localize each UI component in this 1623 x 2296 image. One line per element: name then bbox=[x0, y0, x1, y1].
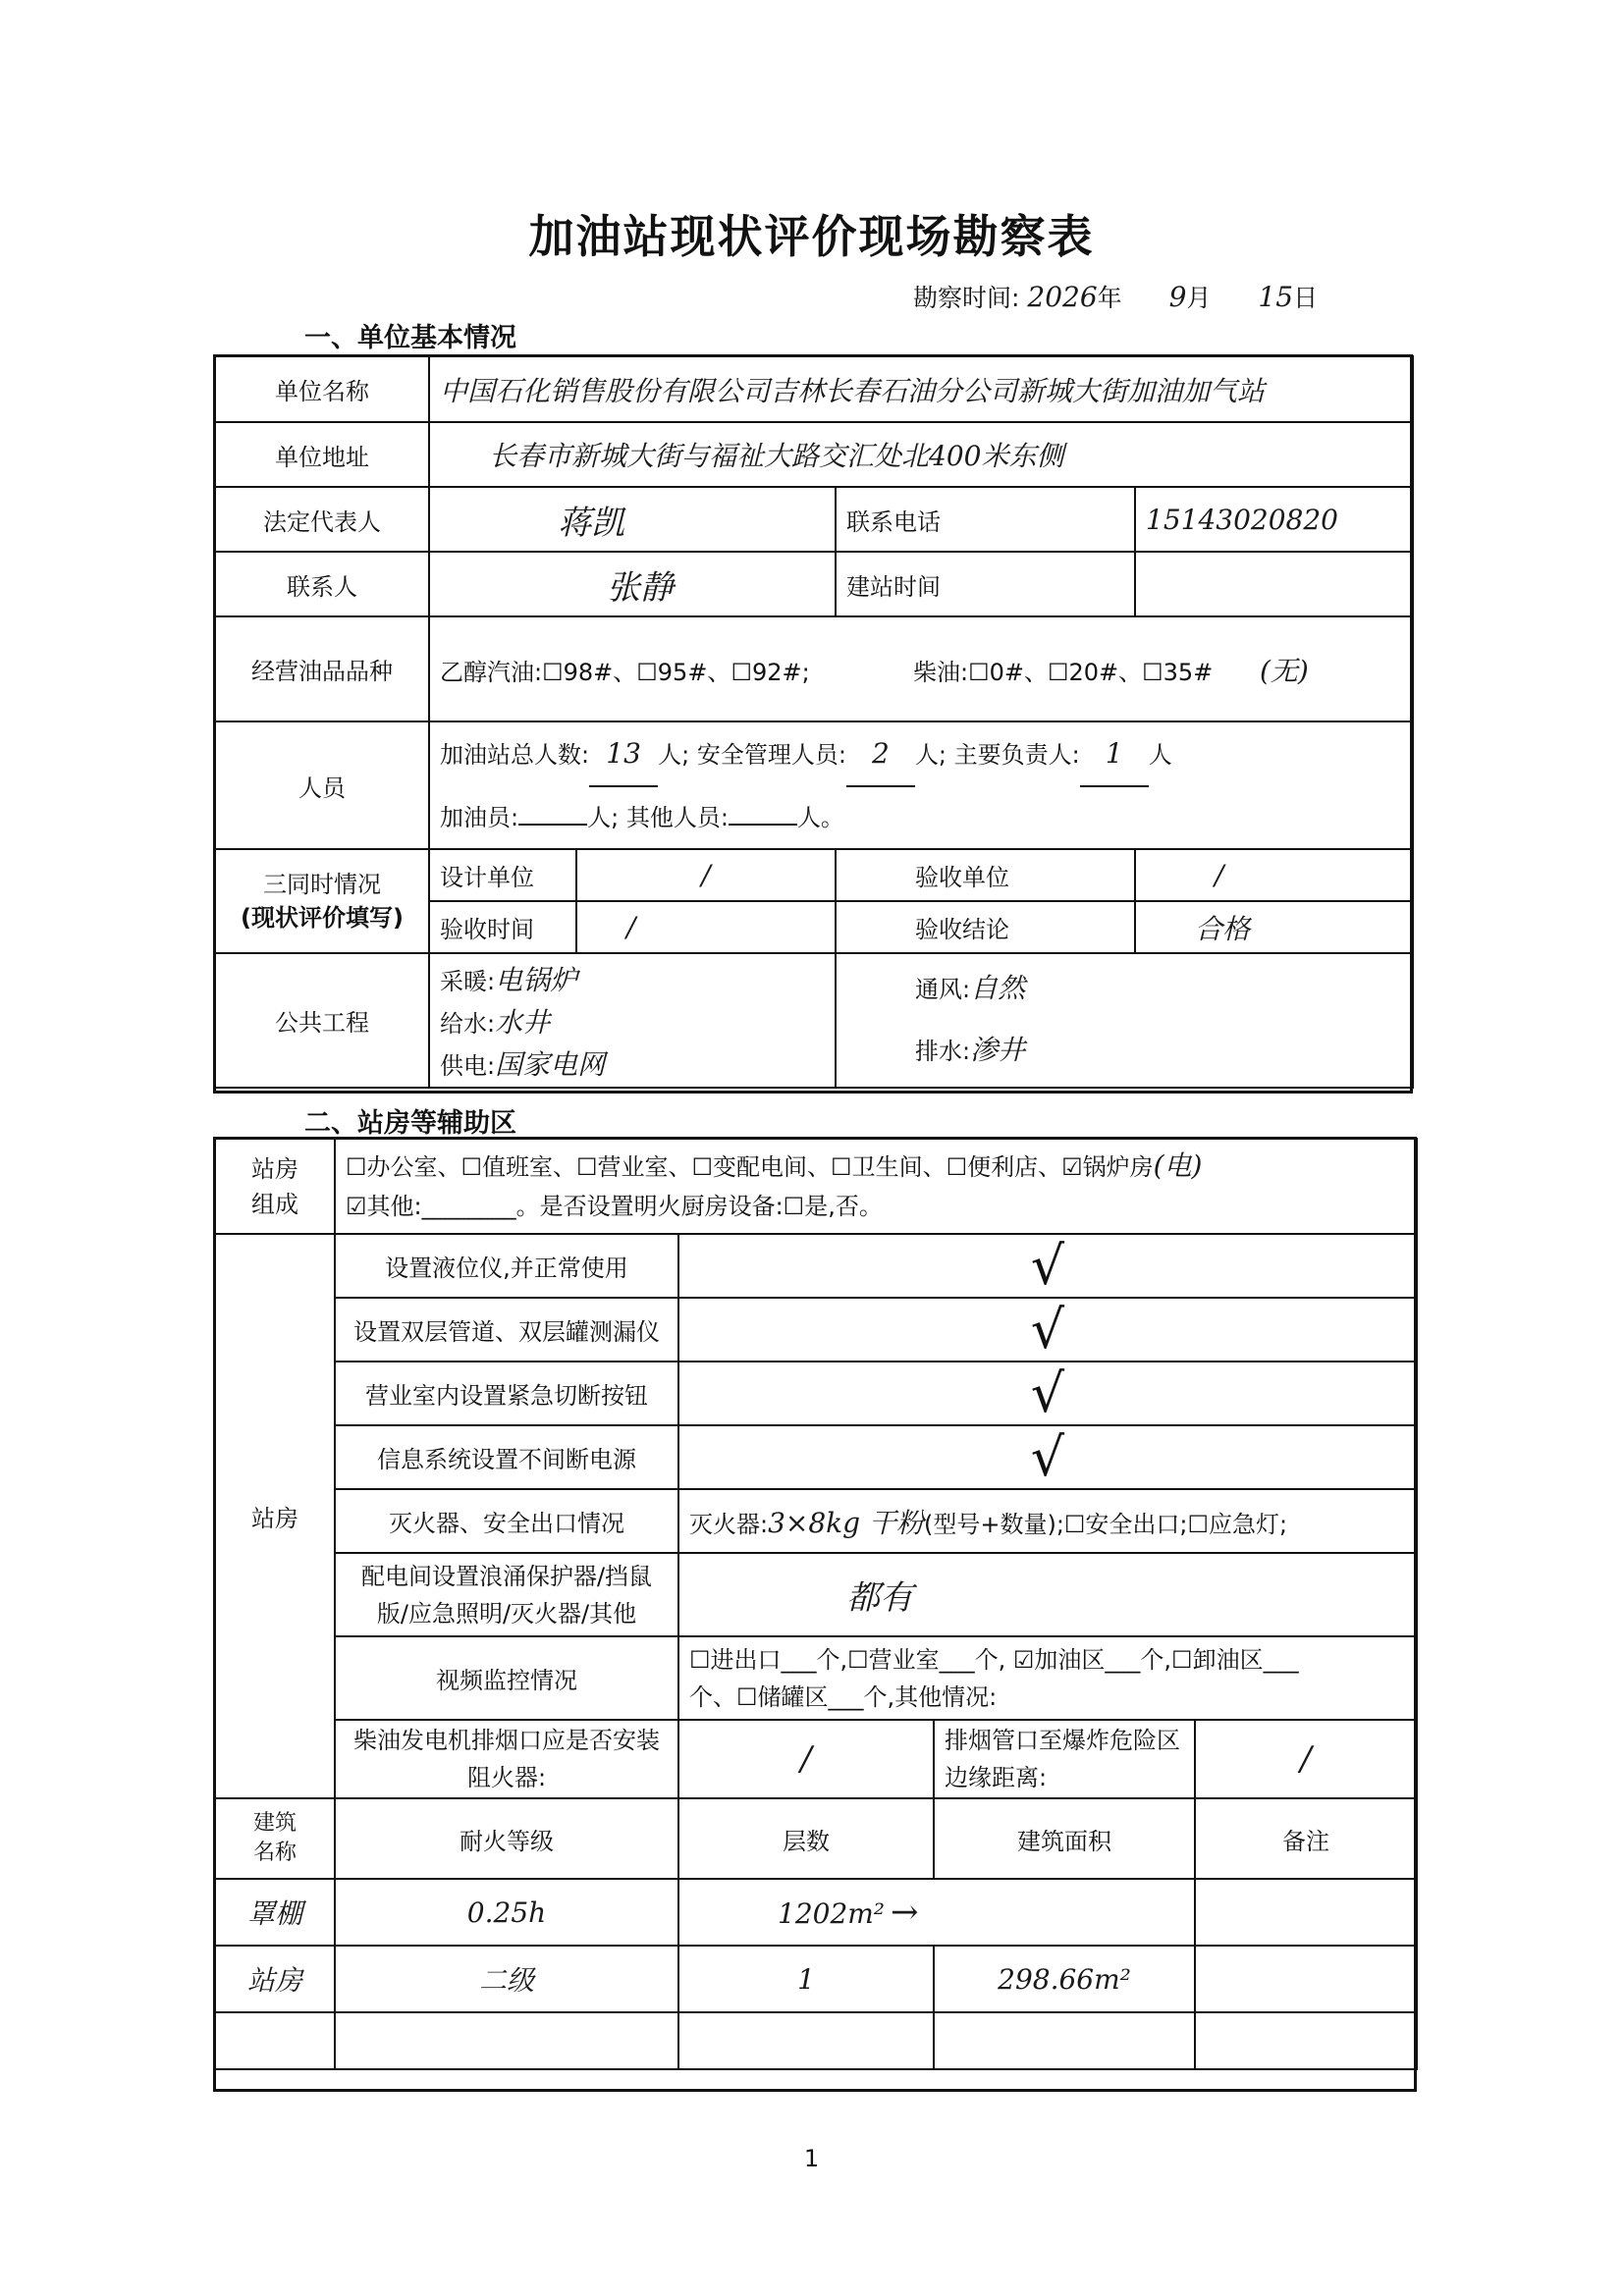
build-time-value bbox=[1135, 552, 1413, 616]
building-note bbox=[1195, 1946, 1417, 2012]
area-header: 建筑面积 bbox=[934, 1798, 1195, 1879]
section2-heading: 二、站房等辅助区 bbox=[304, 1108, 516, 1139]
building-area: 1202m² bbox=[778, 1897, 886, 1930]
item-emergency-button-value: √ bbox=[1030, 1362, 1065, 1424]
vent-value: 自然 bbox=[970, 972, 1026, 1004]
lead-staff-label: 主要负责人: bbox=[953, 740, 1080, 769]
item-ups-value: √ bbox=[1030, 1425, 1065, 1488]
gasoline-95: ☐95#、 bbox=[636, 658, 731, 686]
power-room-value: 都有 bbox=[846, 1578, 913, 1618]
date-day: 15 bbox=[1258, 281, 1294, 313]
note-header: 备注 bbox=[1195, 1798, 1417, 1879]
item-emergency-button-label: 营业室内设置紧急切断按钮 bbox=[335, 1362, 678, 1425]
station-label: 站房 bbox=[215, 1234, 335, 1798]
table-row bbox=[215, 2012, 1417, 2069]
basic-info-table bbox=[214, 355, 1414, 1089]
date-month: 9 bbox=[1168, 281, 1187, 313]
accept-time-label: 验收时间 bbox=[429, 901, 576, 953]
extinguisher-type-label: (型号+数量); bbox=[923, 1510, 1064, 1538]
build-time-label: 建站时间 bbox=[836, 552, 1135, 616]
diesel-20: ☐20#、 bbox=[1047, 658, 1143, 686]
composition-label: 站房 bbox=[251, 1154, 298, 1183]
date-year-unit: 年 bbox=[1097, 284, 1122, 312]
unit-name-value: 中国石化销售股份有限公司吉林长春石油分公司新城大街加油加气站 bbox=[440, 374, 1266, 407]
drain-label: 排水: bbox=[915, 1038, 971, 1065]
vent-label: 通风: bbox=[915, 976, 971, 1003]
item-level-gauge-value: √ bbox=[1030, 1234, 1065, 1297]
page-title: 加油站现状评价现场勘察表 bbox=[528, 210, 1095, 263]
lead-staff-value: 1 bbox=[1105, 736, 1123, 770]
unit-address-value: 长春市新城大街与福祉大路交汇处北400米东侧 bbox=[489, 440, 1064, 472]
heating-label: 采暖: bbox=[440, 968, 496, 995]
date-day-unit: 日 bbox=[1293, 284, 1319, 312]
gasoline-92: ☐92#; bbox=[730, 658, 810, 686]
date-label: 勘察时间: bbox=[913, 284, 1020, 312]
diesel-note: (无) bbox=[1259, 654, 1309, 687]
public-works-label: 公共工程 bbox=[215, 953, 429, 1088]
diesel-gen-sublabel: 阻火器: bbox=[466, 1764, 547, 1791]
composition-line1: ☐办公室、☐值班室、☐营业室、☐变配电间、☐卫生间、☐便利店、☑锅炉房 bbox=[346, 1153, 1154, 1181]
accept-result-label: 验收结论 bbox=[836, 901, 1135, 953]
building-fire-rating bbox=[335, 2012, 678, 2069]
bld-name-header2: 名称 bbox=[252, 1841, 297, 1865]
exhaust-label: 排烟管口至爆炸危险区 bbox=[945, 1727, 1180, 1754]
diesel-35: ☐35# bbox=[1142, 658, 1214, 686]
building-floors: 1 bbox=[797, 1962, 815, 1996]
legal-rep-label: 法定代表人 bbox=[215, 487, 429, 552]
extinguisher-value: 3×8kg 干粉 bbox=[768, 1506, 924, 1539]
building-name: 站房 bbox=[246, 1964, 302, 1997]
item-level-gauge-label: 设置液位仪,并正常使用 bbox=[335, 1234, 678, 1298]
date-year: 2026 bbox=[1027, 281, 1098, 313]
item-double-pipe-label: 设置双层管道、双层罐测漏仪 bbox=[335, 1298, 678, 1362]
others-label: 其他人员: bbox=[625, 803, 729, 831]
station-table bbox=[214, 1138, 1418, 2070]
extinguisher-label: 灭火器、安全出口情况 bbox=[335, 1489, 678, 1553]
diesel-gen-label: 柴油发电机排烟口应是否安装 bbox=[353, 1727, 660, 1754]
building-floors bbox=[678, 2012, 934, 2069]
fuelers-label: 加油员: bbox=[440, 803, 519, 831]
extinguisher-text: 灭火器: bbox=[689, 1510, 769, 1538]
drain-value: 渗井 bbox=[970, 1034, 1026, 1066]
page-number: 1 bbox=[803, 2145, 820, 2172]
video-line2: 个、☐储罐区___个,其他情况: bbox=[689, 1682, 998, 1711]
power-room-label: 配电间设置浪涌保护器/挡鼠 bbox=[360, 1562, 653, 1590]
emergency-light-label: ☐应急灯; bbox=[1187, 1510, 1288, 1538]
personnel-label: 人员 bbox=[215, 721, 429, 849]
contact-label: 联系人 bbox=[215, 552, 429, 616]
composition-line1-note: (电) bbox=[1153, 1149, 1203, 1182]
building-name: 罩棚 bbox=[246, 1897, 302, 1930]
video-label: 视频监控情况 bbox=[335, 1636, 678, 1720]
water-value: 水井 bbox=[495, 1006, 551, 1039]
survey-date bbox=[913, 279, 1318, 314]
products-label: 经营油品品种 bbox=[215, 616, 429, 721]
heating-value: 电锅炉 bbox=[495, 964, 578, 996]
three-sim-sublabel: (现状评价填写) bbox=[241, 904, 404, 932]
diesel-gen-value: / bbox=[800, 1739, 812, 1779]
composition-line2: ☑其他:________。是否设置明火厨房设备:☐是,否。 bbox=[346, 1193, 883, 1220]
floors-header: 层数 bbox=[678, 1798, 934, 1879]
design-unit-value: / bbox=[701, 859, 711, 891]
building-note bbox=[1195, 2012, 1417, 2069]
total-staff-value: 13 bbox=[606, 736, 641, 770]
unit-1: 人; bbox=[658, 740, 690, 769]
water-label: 给水: bbox=[440, 1010, 496, 1038]
unit-2: 人; bbox=[914, 740, 947, 769]
diesel-0: ☐0#、 bbox=[968, 658, 1048, 686]
building-name bbox=[215, 2012, 335, 2069]
exhaust-sublabel: 边缘距离: bbox=[945, 1764, 1048, 1791]
item-double-pipe-value: √ bbox=[1030, 1298, 1065, 1361]
exhaust-value: / bbox=[1300, 1739, 1312, 1779]
accept-result-value: 合格 bbox=[1195, 912, 1251, 945]
unit-4: 人; bbox=[587, 803, 620, 831]
gasoline-98: ☐98#、 bbox=[542, 658, 637, 686]
bld-name-header: 建筑 bbox=[252, 1811, 297, 1836]
fire-rating-header: 耐火等级 bbox=[335, 1798, 678, 1879]
power-value: 国家电网 bbox=[495, 1048, 606, 1081]
unit-address-label: 单位地址 bbox=[215, 422, 429, 487]
safety-exit-label: ☐安全出口; bbox=[1063, 1510, 1188, 1538]
three-sim-label: 三同时情况 bbox=[263, 871, 381, 898]
phone-value: 15143020820 bbox=[1146, 503, 1338, 536]
item-ups-label: 信息系统设置不间断电源 bbox=[335, 1425, 678, 1489]
building-note bbox=[1195, 1879, 1417, 1946]
unit-name-label: 单位名称 bbox=[215, 356, 429, 422]
arrow-icon: → bbox=[891, 1893, 919, 1932]
safety-staff-value: 2 bbox=[872, 736, 890, 770]
accept-time-value: / bbox=[626, 911, 636, 943]
building-fire-rating: 0.25h bbox=[466, 1896, 547, 1929]
building-area bbox=[934, 2012, 1195, 2069]
video-line1: ☐进出口___个,☐营业室___个, ☑加油区___个,☐卸油区___ bbox=[689, 1645, 1299, 1674]
table-row bbox=[215, 1946, 1417, 2012]
safety-staff-label: 安全管理人员: bbox=[696, 740, 846, 769]
gasoline-label: 乙醇汽油: bbox=[440, 658, 543, 686]
date-month-unit: 月 bbox=[1186, 284, 1212, 312]
power-label: 供电: bbox=[440, 1052, 496, 1080]
accept-unit-label: 验收单位 bbox=[836, 849, 1135, 901]
accept-unit-value: / bbox=[1215, 859, 1224, 891]
unit-5: 人。 bbox=[796, 803, 844, 831]
power-room-sublabel: 版/应急照明/灭火器/其他 bbox=[376, 1599, 637, 1628]
composition-sublabel: 组成 bbox=[251, 1190, 298, 1218]
contact-value: 张静 bbox=[607, 567, 674, 608]
building-area: 298.66m² bbox=[998, 1962, 1131, 1996]
section1-heading: 一、单位基本情况 bbox=[304, 323, 516, 353]
total-staff-label: 加油站总人数: bbox=[440, 740, 590, 769]
table-row bbox=[215, 1879, 1417, 1946]
unit-3: 人 bbox=[1148, 740, 1172, 769]
design-unit-label: 设计单位 bbox=[429, 849, 576, 901]
phone-label: 联系电话 bbox=[836, 487, 1135, 552]
diesel-label: 柴油: bbox=[912, 658, 969, 686]
building-fire-rating: 二级 bbox=[478, 1964, 534, 1997]
legal-rep-value: 蒋凯 bbox=[558, 503, 624, 543]
